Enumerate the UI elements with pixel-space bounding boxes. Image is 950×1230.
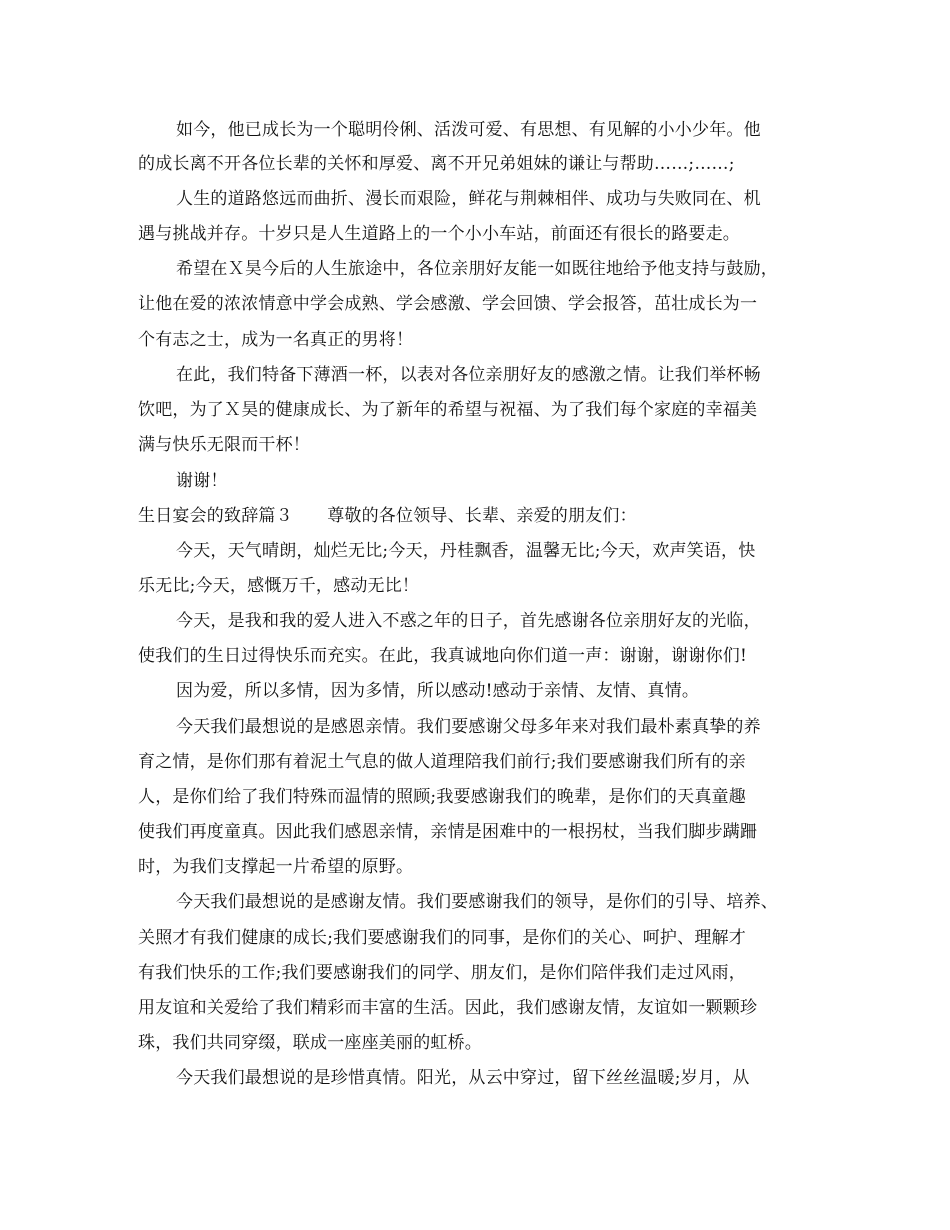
text-line: 珠，我们共同穿缀，联成一座座美丽的虹桥。 — [138, 1033, 482, 1053]
text-line: 让他在爱的浓浓情意中学会成熟、学会感激、学会回馈、学会报答，茁壮成长为一 — [138, 294, 758, 314]
text-line: 关照才有我们健康的成长;我们要感谢我们的同事，是你们的关心、呵护、理解才 — [138, 928, 746, 948]
text-line: 育之情，是你们那有着泥土气息的做人道理陪我们前行;我们要感谢我们所有的亲 — [138, 752, 746, 772]
text-line: 有我们快乐的工作;我们要感谢我们的同学、朋友们，是你们陪伴我们走过风雨， — [138, 963, 746, 983]
text-line: 今天我们最想说的是珍惜真情。阳光，从云中穿过，留下丝丝温暖;岁月，从 — [176, 1068, 750, 1088]
text-line: 今天，是我和我的爱人进入不惑之年的日子，首先感谢各位亲朋好友的光临， — [176, 611, 761, 631]
text-line: 乐无比;今天，感慨万千，感动无比！ — [138, 576, 420, 596]
text-line: 人生的道路悠远而曲折、漫长而艰险，鲜花与荆棘相伴、成功与失败同在、机 — [176, 189, 761, 209]
text-line: 今天我们最想说的是感恩亲情。我们要感谢父母多年来对我们最朴素真挚的养 — [176, 717, 761, 737]
text-line: 遇与挑战并存。十岁只是人生道路上的一个小小车站，前面还有很长的路要走。 — [138, 224, 740, 244]
text-line: 饮吧，为了Ｘ昊的健康成长、为了新年的希望与祝福、为了我们每个家庭的幸福美 — [138, 400, 758, 420]
text-line: 的成长离不开各位长辈的关怀和厚爱、离不开兄弟姐妹的谦让与帮助……;……; — [138, 154, 735, 174]
section-heading: 生日宴会的致辞篇３ 尊敬的各位领导、长辈、亲爱的朋友们： — [138, 506, 637, 526]
text-line: 希望在Ｘ昊今后的人生旅途中，各位亲朋好友能一如既往地给予他支持与鼓励， — [176, 259, 778, 279]
text-line: 满与快乐无限而干杯！ — [138, 435, 310, 455]
text-line: 谢谢！ — [176, 471, 228, 491]
text-line: 今天，天气晴朗，灿烂无比;今天，丹桂飘香，温馨无比;今天，欢声笑语，快 — [176, 541, 756, 561]
text-line: 个有志之士，成为一名真正的男将！ — [138, 330, 414, 350]
text-line: 使我们的生日过得快乐而充实。在此，我真诚地向你们道一声：谢谢，谢谢你们! — [138, 646, 748, 666]
text-line: 今天我们最想说的是感谢友情。我们要感谢我们的领导，是你们的引导、培养、 — [176, 892, 778, 912]
text-line: 用友谊和关爱给了我们精彩而丰富的生活。因此，我们感谢友情，友谊如一颗颗珍 — [138, 998, 758, 1018]
text-line: 使我们再度童真。因此我们感恩亲情，亲情是困难中的一根拐杖，当我们脚步蹒跚 — [138, 822, 758, 842]
text-line: 因为爱，所以多情，因为多情，所以感动!感动于亲情、友情、真情。 — [176, 681, 700, 701]
text-line: 如今，他已成长为一个聪明伶俐、活泼可爱、有思想、有见解的小小少年。他 — [176, 120, 761, 140]
text-line: 时，为我们支撑起一片希望的原野。 — [138, 857, 414, 877]
text-line: 在此，我们特备下薄酒一杯，以表对各位亲朋好友的感激之情。让我们举杯畅 — [176, 365, 761, 385]
text-line: 人，是你们给了我们特殊而温情的照顾;我要感谢我们的晚辈，是你们的天真童趣 — [138, 787, 746, 807]
